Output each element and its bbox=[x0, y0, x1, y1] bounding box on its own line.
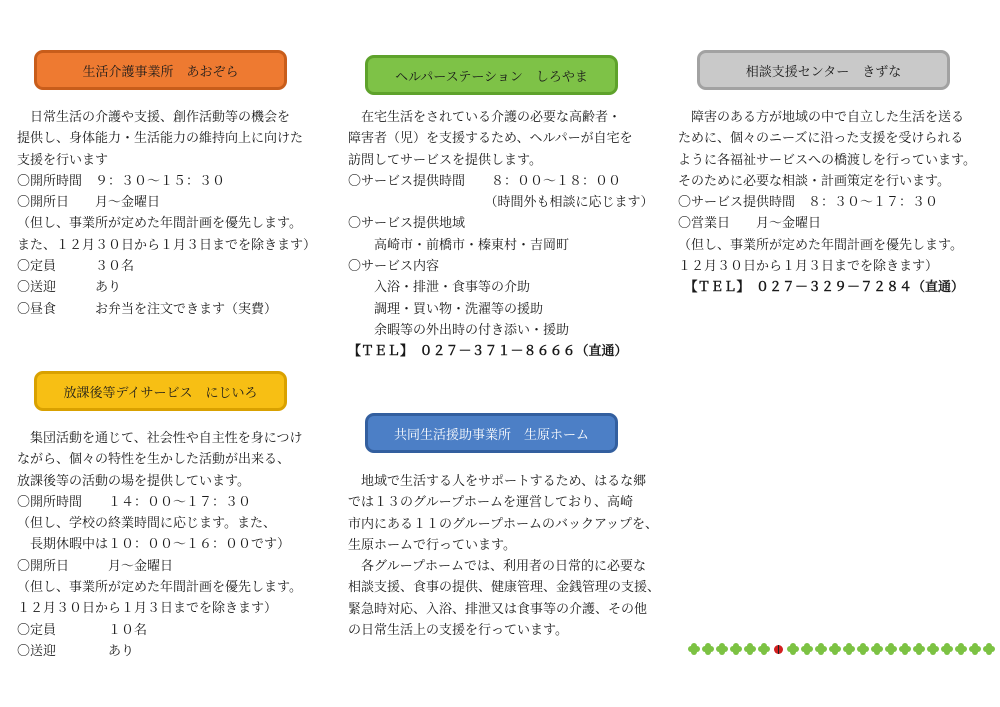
ikuhara-line: 相談支援、食事の提供、健康管理、金銭管理の支援、 bbox=[348, 580, 661, 596]
shiroyama-tel: 【ＴＥＬ】 ０２７－３７１－８６６６（直通） bbox=[348, 344, 628, 360]
kizuna-line: 障害のある方が地域の中で自立した生活を送る bbox=[678, 110, 965, 125]
clover-icon bbox=[899, 643, 911, 655]
shiroyama-line: 〇サービス提供時間 ８：００～１８：００ bbox=[348, 173, 622, 189]
clover-icon bbox=[927, 643, 939, 655]
clover-icon bbox=[983, 643, 995, 655]
shiroyama-line: 高崎市・前橋市・榛東村・吉岡町 bbox=[348, 237, 570, 253]
aozora-line: 提供し、身体能力・生活能力の維持向上に向けた bbox=[17, 131, 304, 147]
kizuna-line: 〇営業日 月～金曜日 bbox=[678, 216, 822, 232]
clover-icon bbox=[801, 643, 813, 655]
aozora-line: 〇開所日 月～金曜日 bbox=[17, 195, 161, 211]
kizuna-body bbox=[678, 107, 988, 299]
kizuna-line: ために、個々のニーズに沿った支援を受けられる bbox=[678, 131, 964, 147]
aozora-line: また、１２月３０日から１月３日までを除きます） bbox=[17, 237, 317, 253]
clover-icon bbox=[955, 643, 967, 655]
aozora-line: （但し、事業所が定めた年間計画を優先します。 bbox=[17, 216, 302, 232]
nijiiro-line: 長期休暇中は１０：００～１６：００です） bbox=[17, 537, 291, 553]
clover-icon bbox=[716, 643, 728, 655]
nijiiro-line: 〇開所日 月～金曜日 bbox=[17, 558, 174, 574]
nijiiro-line: 放課後等の活動の場を提供しています。 bbox=[17, 473, 250, 489]
clover-icon bbox=[871, 643, 883, 655]
aozora-line: 〇送迎 あり bbox=[17, 280, 122, 296]
shiroyama-line: 調理・買い物・洗濯等の援助 bbox=[348, 301, 544, 317]
ikuhara-line: 地域で生活する人をサポートするため、はるな郷 bbox=[348, 474, 647, 489]
ikuhara-line: 市内にある１１のグループホームのバックアップを、 bbox=[348, 516, 659, 532]
nijiiro-title-badge bbox=[34, 371, 287, 411]
clover-icon bbox=[857, 643, 869, 655]
clover-icon bbox=[730, 643, 742, 655]
aozora-title: 生活介護事業所 あおぞら bbox=[82, 64, 239, 80]
kizuna-line: １２月３０日から１月３日までを除きます） bbox=[678, 259, 939, 275]
nijiiro-line: 〇定員 １０名 bbox=[17, 622, 148, 638]
shiroyama-line: 〇サービス提供地域 bbox=[348, 216, 466, 232]
shiroyama-line: 訪問してサービスを提供します。 bbox=[348, 152, 542, 168]
ikuhara-line: 緊急時対応、入浴、排泄又は食事等の介護、その他 bbox=[348, 601, 648, 617]
aozora-title-badge bbox=[34, 50, 287, 90]
ikuhara-line: では１３のグループホームを運営しており、高崎 bbox=[348, 495, 633, 511]
kizuna-line: そのために必要な相談・計画策定を行います。 bbox=[678, 173, 950, 189]
nijiiro-body bbox=[17, 428, 327, 662]
clover-icon bbox=[885, 643, 897, 655]
nijiiro-line: 〇開所時間 １４：００～１７：３０ bbox=[17, 494, 252, 510]
clover-icon bbox=[829, 643, 841, 655]
ikuhara-line: 生原ホームで行っています。 bbox=[348, 537, 516, 553]
kizuna-line: ように各福祉サービスへの橋渡しを行っています。 bbox=[678, 152, 976, 168]
clover-icon bbox=[843, 643, 855, 655]
kizuna-line: （但し、事業所が定めた年間計画を優先します。 bbox=[678, 237, 963, 253]
ikuhara-title-badge bbox=[365, 413, 618, 453]
shiroyama-line: 〇サービス内容 bbox=[348, 259, 440, 275]
aozora-line: 〇昼食 お弁当を注文できます（実費） bbox=[17, 301, 278, 317]
clover-icon bbox=[787, 643, 799, 655]
clover-icon bbox=[913, 643, 925, 655]
clover-icon bbox=[815, 643, 827, 655]
shiroyama-line: 余暇等の外出時の付き添い・援助 bbox=[348, 322, 570, 338]
clover-icon bbox=[758, 643, 770, 655]
shiroyama-body bbox=[348, 107, 668, 363]
aozora-line: 〇開所時間 ９：３０～１５：３０ bbox=[17, 173, 226, 189]
aozora-line: 〇定員 ３０名 bbox=[17, 259, 135, 275]
shiroyama-title: ヘルパーステーション しろやま bbox=[395, 69, 588, 85]
aozora-body bbox=[17, 107, 327, 320]
aozora-line: 日常生活の介護や支援、創作活動等の機会を bbox=[17, 110, 291, 125]
nijiiro-line: １２月３０日から１月３日までを除きます） bbox=[17, 601, 278, 617]
clover-icon bbox=[688, 643, 700, 655]
clover-icon bbox=[969, 643, 981, 655]
shiroyama-line: （時間外も相談に応じます） bbox=[348, 195, 654, 211]
clover-decoration bbox=[688, 643, 995, 655]
clover-icon bbox=[702, 643, 714, 655]
ikuhara-line: 各グループホームでは、利用者の日常的に必要な bbox=[348, 559, 646, 575]
ikuhara-title: 共同生活援助事業所 生原ホーム bbox=[393, 427, 589, 443]
kizuna-tel: 【ＴＥＬ】 ０２７－３２９－７２８４（直通） bbox=[678, 280, 965, 296]
nijiiro-line: ながら、個々の特性を生かした活動が出来る、 bbox=[17, 452, 291, 468]
kizuna-title-badge bbox=[697, 50, 950, 90]
shiroyama-title-badge bbox=[365, 55, 618, 95]
shiroyama-line: 障害者（児）を支援するため、ヘルパーが自宅を bbox=[348, 131, 633, 147]
clover-icon bbox=[941, 643, 953, 655]
ikuhara-body bbox=[348, 471, 668, 641]
nijiiro-line: （但し、学校の終業時間に応じます。また、 bbox=[17, 516, 276, 532]
nijiiro-line: 〇送迎 あり bbox=[17, 643, 135, 659]
ladybug-icon bbox=[774, 645, 783, 654]
shiroyama-line: 在宅生活をされている介護の必要な高齢者・ bbox=[348, 110, 622, 125]
nijiiro-line: 集団活動を通じて、社会性や自主性を身につけ bbox=[17, 431, 303, 446]
shiroyama-line: 入浴・排泄・食事等の介助 bbox=[348, 280, 531, 296]
clover-icon bbox=[744, 643, 756, 655]
nijiiro-title: 放課後等デイサービス にじいろ bbox=[63, 385, 258, 401]
aozora-line: 支援を行います bbox=[17, 152, 109, 168]
nijiiro-line: （但し、事業所が定めた年間計画を優先します。 bbox=[17, 580, 302, 596]
kizuna-line: 〇サービス提供時間 ８：３０～１７：３０ bbox=[678, 195, 939, 211]
ikuhara-line: の日常生活上の支援を行っています。 bbox=[348, 623, 568, 639]
kizuna-title: 相談支援センター きずな bbox=[745, 64, 902, 80]
